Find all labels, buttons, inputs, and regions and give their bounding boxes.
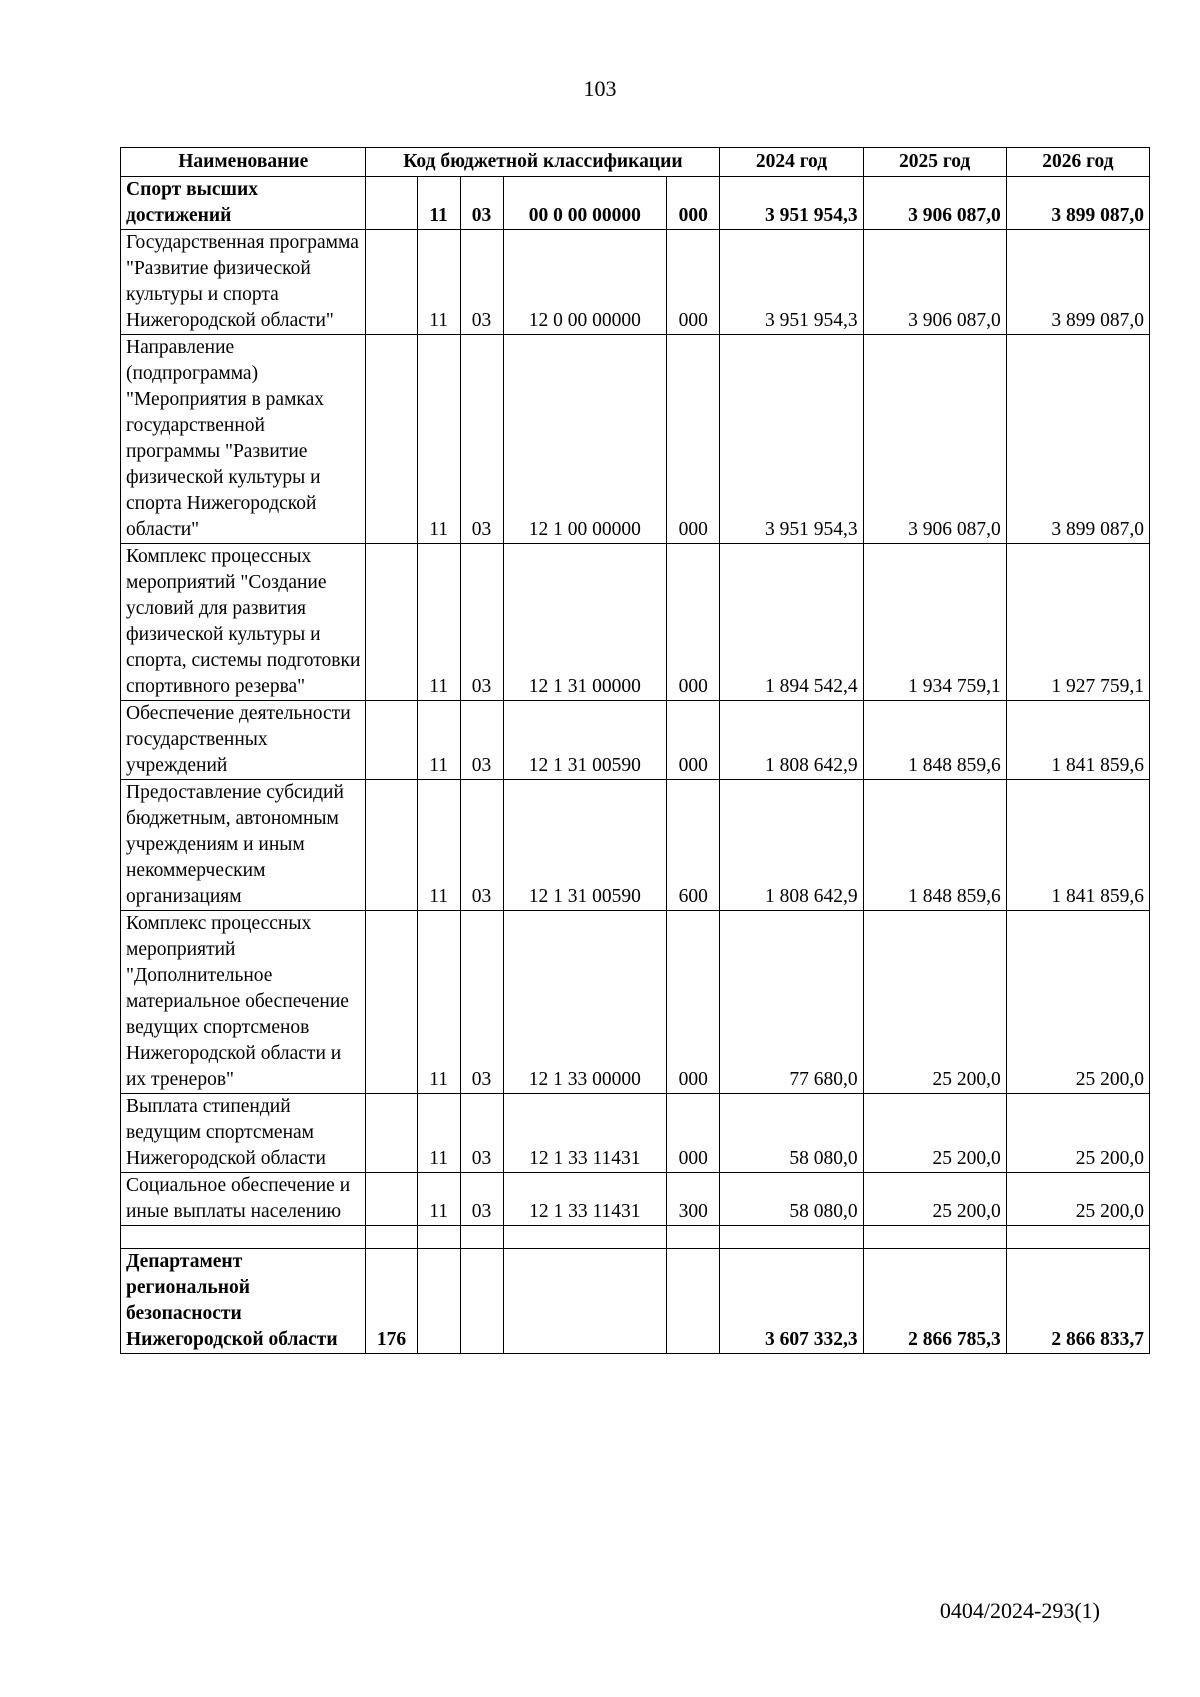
row-name: Обеспечение деятельности государственных учреждений [121, 701, 366, 780]
row-section: 11 [417, 780, 460, 911]
document-code: 0404/2024-293(1) [939, 1598, 1100, 1623]
row-kind: 000 [667, 544, 720, 701]
row-subsection: 03 [460, 911, 503, 1094]
budget-table [120, 147, 1150, 1354]
row-name: Спорт высших достижений [121, 177, 366, 230]
row-target [503, 1249, 667, 1354]
row-2024: 1 894 542,4 [720, 544, 863, 701]
spacer-cell [667, 1226, 720, 1249]
row-subsection [460, 1249, 503, 1354]
spacer-cell [121, 1226, 366, 1249]
table-row [121, 177, 1150, 230]
row-name: Социальное обеспечение и иные выплаты населению [121, 1173, 366, 1226]
table-row [121, 701, 1150, 780]
row-dept [366, 335, 417, 544]
row-2024: 1 808 642,9 [720, 701, 863, 780]
spacer-cell [1006, 1226, 1149, 1249]
spacer-cell [417, 1226, 460, 1249]
row-2025: 2 866 785,3 [863, 1249, 1006, 1354]
row-target: 12 1 33 11431 [503, 1173, 667, 1226]
row-2026: 25 200,0 [1006, 1094, 1149, 1173]
row-section: 11 [417, 1173, 460, 1226]
row-kind: 000 [667, 230, 720, 335]
row-section [417, 1249, 460, 1354]
row-2026: 1 841 859,6 [1006, 780, 1149, 911]
table-row [121, 1094, 1150, 1173]
row-target: 12 0 00 00000 [503, 230, 667, 335]
row-2024: 3 951 954,3 [720, 335, 863, 544]
row-2025: 25 200,0 [863, 1094, 1006, 1173]
row-name: Комплекс процессных мероприятий "Создание условий для развития физической культуры и спорта, системы подготовки спортивного резерва" [121, 544, 366, 701]
row-section: 11 [417, 911, 460, 1094]
row-dept [366, 1173, 417, 1226]
row-2026: 3 899 087,0 [1006, 335, 1149, 544]
row-dept [366, 1094, 417, 1173]
row-2024: 3 951 954,3 [720, 230, 863, 335]
row-2024: 3 607 332,3 [720, 1249, 863, 1354]
row-section: 11 [417, 544, 460, 701]
row-kind [667, 1249, 720, 1354]
row-dept [366, 780, 417, 911]
row-2025: 3 906 087,0 [863, 335, 1006, 544]
row-name: Комплекс процессных мероприятий "Дополнительное материальное обеспечение ведущих спортсменов Нижегородской области и их тренеров" [121, 911, 366, 1094]
row-2024: 58 080,0 [720, 1094, 863, 1173]
header-2024: 2024 год [720, 148, 863, 177]
table-row [121, 911, 1150, 1094]
row-target: 12 1 31 00590 [503, 701, 667, 780]
row-dept [366, 544, 417, 701]
row-2026: 1 927 759,1 [1006, 544, 1149, 701]
row-kind: 000 [667, 701, 720, 780]
page-number: 103 [583, 76, 617, 101]
row-target: 12 1 00 00000 [503, 335, 667, 544]
row-2025: 3 906 087,0 [863, 230, 1006, 335]
header-name: Наименование [121, 148, 366, 177]
row-dept [366, 177, 417, 230]
row-name: Предоставление субсидий бюджетным, автономным учреждениям и иным некоммерческим организациям [121, 780, 366, 911]
row-target: 00 0 00 00000 [503, 177, 667, 230]
row-kind: 000 [667, 335, 720, 544]
row-subsection: 03 [460, 701, 503, 780]
table-row [121, 230, 1150, 335]
table-header-row [121, 148, 1150, 177]
row-kind: 000 [667, 177, 720, 230]
table-row [121, 780, 1150, 911]
spacer-cell [863, 1226, 1006, 1249]
table-spacer-row [121, 1226, 1150, 1249]
table-row [121, 544, 1150, 701]
spacer-cell [720, 1226, 863, 1249]
row-section: 11 [417, 335, 460, 544]
row-2024: 3 951 954,3 [720, 177, 863, 230]
row-2026: 1 841 859,6 [1006, 701, 1149, 780]
row-dept [366, 911, 417, 1094]
table-row [121, 1173, 1150, 1226]
row-subsection: 03 [460, 780, 503, 911]
row-section: 11 [417, 230, 460, 335]
header-2026: 2026 год [1006, 148, 1149, 177]
row-2025: 1 848 859,6 [863, 701, 1006, 780]
row-2026: 3 899 087,0 [1006, 230, 1149, 335]
row-2024: 77 680,0 [720, 911, 863, 1094]
row-kind: 000 [667, 911, 720, 1094]
row-2025: 25 200,0 [863, 1173, 1006, 1226]
row-subsection: 03 [460, 1094, 503, 1173]
row-kind: 600 [667, 780, 720, 911]
row-section: 11 [417, 1094, 460, 1173]
header-code: Код бюджетной классификации [366, 148, 720, 177]
row-dept [366, 701, 417, 780]
row-subsection: 03 [460, 544, 503, 701]
row-name: Департамент региональной безопасности Нижегородской области [121, 1249, 366, 1354]
row-2024: 58 080,0 [720, 1173, 863, 1226]
row-dept [366, 230, 417, 335]
row-name: Государственная программа "Развитие физической культуры и спорта Нижегородской области" [121, 230, 366, 335]
row-2026: 2 866 833,7 [1006, 1249, 1149, 1354]
row-target: 12 1 33 11431 [503, 1094, 667, 1173]
row-2025: 25 200,0 [863, 911, 1006, 1094]
spacer-cell [460, 1226, 503, 1249]
row-subsection: 03 [460, 1173, 503, 1226]
row-target: 12 1 33 00000 [503, 911, 667, 1094]
row-2026: 25 200,0 [1006, 1173, 1149, 1226]
spacer-cell [503, 1226, 667, 1249]
row-2024: 1 808 642,9 [720, 780, 863, 911]
row-dept: 176 [366, 1249, 417, 1354]
row-name: Направление (подпрограмма) "Мероприятия в рамках государственной программы "Развитие физической культуры и спорта Нижегородской области" [121, 335, 366, 544]
row-2025: 3 906 087,0 [863, 177, 1006, 230]
row-subsection: 03 [460, 335, 503, 544]
row-subsection: 03 [460, 230, 503, 335]
spacer-cell [366, 1226, 417, 1249]
row-2025: 1 934 759,1 [863, 544, 1006, 701]
row-kind: 300 [667, 1173, 720, 1226]
header-2025: 2025 год [863, 148, 1006, 177]
row-subsection: 03 [460, 177, 503, 230]
row-section: 11 [417, 177, 460, 230]
row-target: 12 1 31 00590 [503, 780, 667, 911]
row-section: 11 [417, 701, 460, 780]
row-2025: 1 848 859,6 [863, 780, 1006, 911]
table-row [121, 335, 1150, 544]
row-target: 12 1 31 00000 [503, 544, 667, 701]
row-name: Выплата стипендий ведущим спортсменам Нижегородской области [121, 1094, 366, 1173]
row-2026: 3 899 087,0 [1006, 177, 1149, 230]
row-kind: 000 [667, 1094, 720, 1173]
table-row [121, 1249, 1150, 1354]
row-2026: 25 200,0 [1006, 911, 1149, 1094]
